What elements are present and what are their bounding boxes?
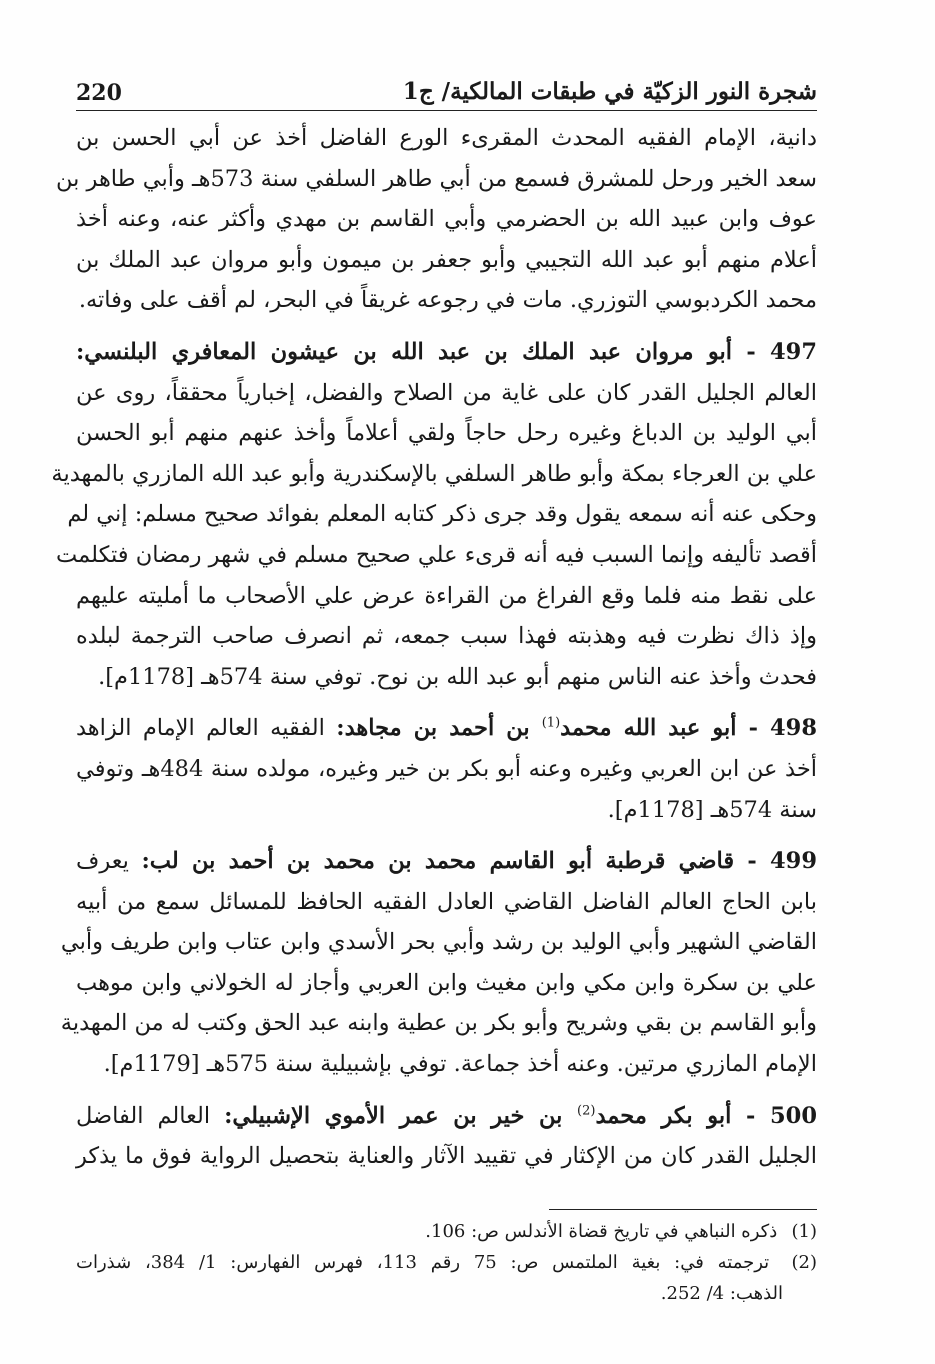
footnote-1 <box>76 1216 817 1247</box>
text-line: سنة 574هـ [1178م]. <box>607 796 817 823</box>
text-line: محمد الكردبوسي التوزري. مات في رجوعه غريقاً في البحر، لم أقف على وفاته. <box>78 287 817 314</box>
entry-heading: 498 - أبو عبد الله محمد <box>560 715 817 742</box>
entry-499 <box>60 841 817 1085</box>
footnotes <box>76 1216 817 1309</box>
entry-heading-cont: بن أحمد بن مجاهد: <box>336 715 542 742</box>
footnote-2-cont: الذهب: 4/ 252. <box>660 1283 783 1304</box>
footnote-2 <box>76 1247 817 1278</box>
text-line: فحدث وأخذ عنه الناس منهم أبو عبد الله بن نوح. توفي سنة 574هـ [1178م]. <box>98 663 817 690</box>
entry-heading: 499 - قاضي قرطبة أبو القاسم محمد بن محمد بن أحمد بن لب: <box>141 848 817 875</box>
text-line: أبي الوليد بن الدباغ وغيره رحل حاجاً ولقي أعلاماً وأخذ عنهم منهم أبو الحسن <box>76 420 817 447</box>
heading-rest: الفقيه العالم الإمام الزاهد <box>76 715 337 742</box>
text-line: العالم الجليل القدر كان على غاية من الصلاح والفضل، إخبارياً محققاً، روى عن <box>76 379 817 406</box>
text-line: علي بن العرجاء بمكة وأبو طاهر السلفي بالإسكندرية وأبو عبد الله المازري بالمهدية <box>51 460 817 487</box>
text-line: القاضي الشهير وأبي الوليد بن رشد وأبي بحر الأسدي وابن عتاب وابن طريف وأبي <box>60 929 817 956</box>
text-line: وحكى عنه أنه سمعه يقول وقد جرى ذكر كتابه المعلم بفوائد صحيح مسلم: إني لم <box>67 501 817 528</box>
main-text <box>51 118 817 1177</box>
text-line: علي بن سكرة وابن مكي وابن مغيث وابن العربي وأجاز له الخولاني وابن موهب <box>76 969 817 996</box>
text-line: وأبو القاسم بن بقي وشريح وأبو بكر بن عطية وابنه عبد الحق وكتب له من المهدية <box>60 1010 817 1037</box>
text-line: أخذ عن ابن العربي وغيره وعنه أبو بكر بن خير وغيره، مولده سنة 484هـ وتوفي <box>76 755 817 782</box>
entry-500 <box>76 1096 817 1177</box>
entry-heading: 497 - أبو مروان عبد الملك بن عبد الله بن عيشون المعافري البلنسي: <box>76 338 817 365</box>
text-line: عوف وابن عبيد الله بن الحضرمي وأبي القاسم بن مهدي وأكثر عنه، وعنه أخذ <box>76 206 817 233</box>
footnote-number: (2) <box>791 1252 817 1273</box>
heading-rest: العالم الفاضل <box>76 1102 225 1129</box>
text-line: بابن الحاج العالم الفاضل القاضي العادل الفقيه الحافظ للمسائل سمع من أبيه <box>76 888 817 915</box>
entry-497 <box>51 332 817 697</box>
footnote-divider <box>549 1209 817 1210</box>
text-line: سعد الخير ورحل للمشرق فسمع من أبي طاهر السلفي سنة 573هـ وأبي طاهر بن <box>55 165 817 192</box>
entry-heading-line <box>76 1096 817 1137</box>
footnote-ref[interactable]: (1) <box>541 715 561 731</box>
footnote-ref[interactable]: (2) <box>577 1103 596 1119</box>
entry-498 <box>76 708 817 830</box>
footnote-number: (1) <box>791 1221 817 1242</box>
text-line: الجليل القدر كان من الإكثار في تقييد الآثار والعناية بتحصيل الرواية فوق ما يذكر <box>76 1143 817 1170</box>
entry-heading-line <box>76 841 817 882</box>
footnote-text: ذكره النباهي في تاريخ قضاة الأندلس ص: 106. <box>425 1221 778 1242</box>
footnote-text: ترجمته في: بغية الملتمس ص: 75 رقم 113، فهرس الفهارس: 1/ 384، شذرات <box>76 1252 770 1273</box>
continued-entry <box>55 118 817 321</box>
text-line: على نقط منه فلما وقع الفراغ من القراءة عرض علي الأصحاب ما أمليته عليهم <box>76 582 817 609</box>
text-line: أقصد تأليفه وإنما السبب فيه أنه قرىء علي صحيح مسلم في شهر رمضان فتكلمت <box>56 541 817 568</box>
text-line: وإذ ذاك نظرت فيه وهذبته فهذا سبب جمعه، ثم انصرف صاحب الترجمة لبلده <box>76 623 817 650</box>
entry-heading: 500 - أبو بكر محمد <box>595 1102 817 1129</box>
running-title: شجرة النور الزكيّة في طبقات المالكية/ ج1 <box>402 78 817 105</box>
heading-rest: يعرف <box>76 848 142 875</box>
text-line: دانية، الإمام الفقيه المحدث المقرىء الورع الفاضل أخذ عن أبي الحسن بن <box>76 125 817 151</box>
text-line: أعلام منهم أبو عبد الله التجيبي وأبو جعفر بن ميمون وأبو مروان عبد الملك بن <box>76 246 817 273</box>
page-header <box>76 66 817 111</box>
text-line: الإمام المازري مرتين. وعنه أخذ جماعة. توفي بإشبيلية سنة 575هـ [1179م]. <box>103 1051 817 1078</box>
entry-heading-cont: بن خير بن عمر الأموي الإشبيلي: <box>224 1102 578 1129</box>
page-number: 220 <box>76 80 122 106</box>
entry-heading-line <box>76 708 817 749</box>
